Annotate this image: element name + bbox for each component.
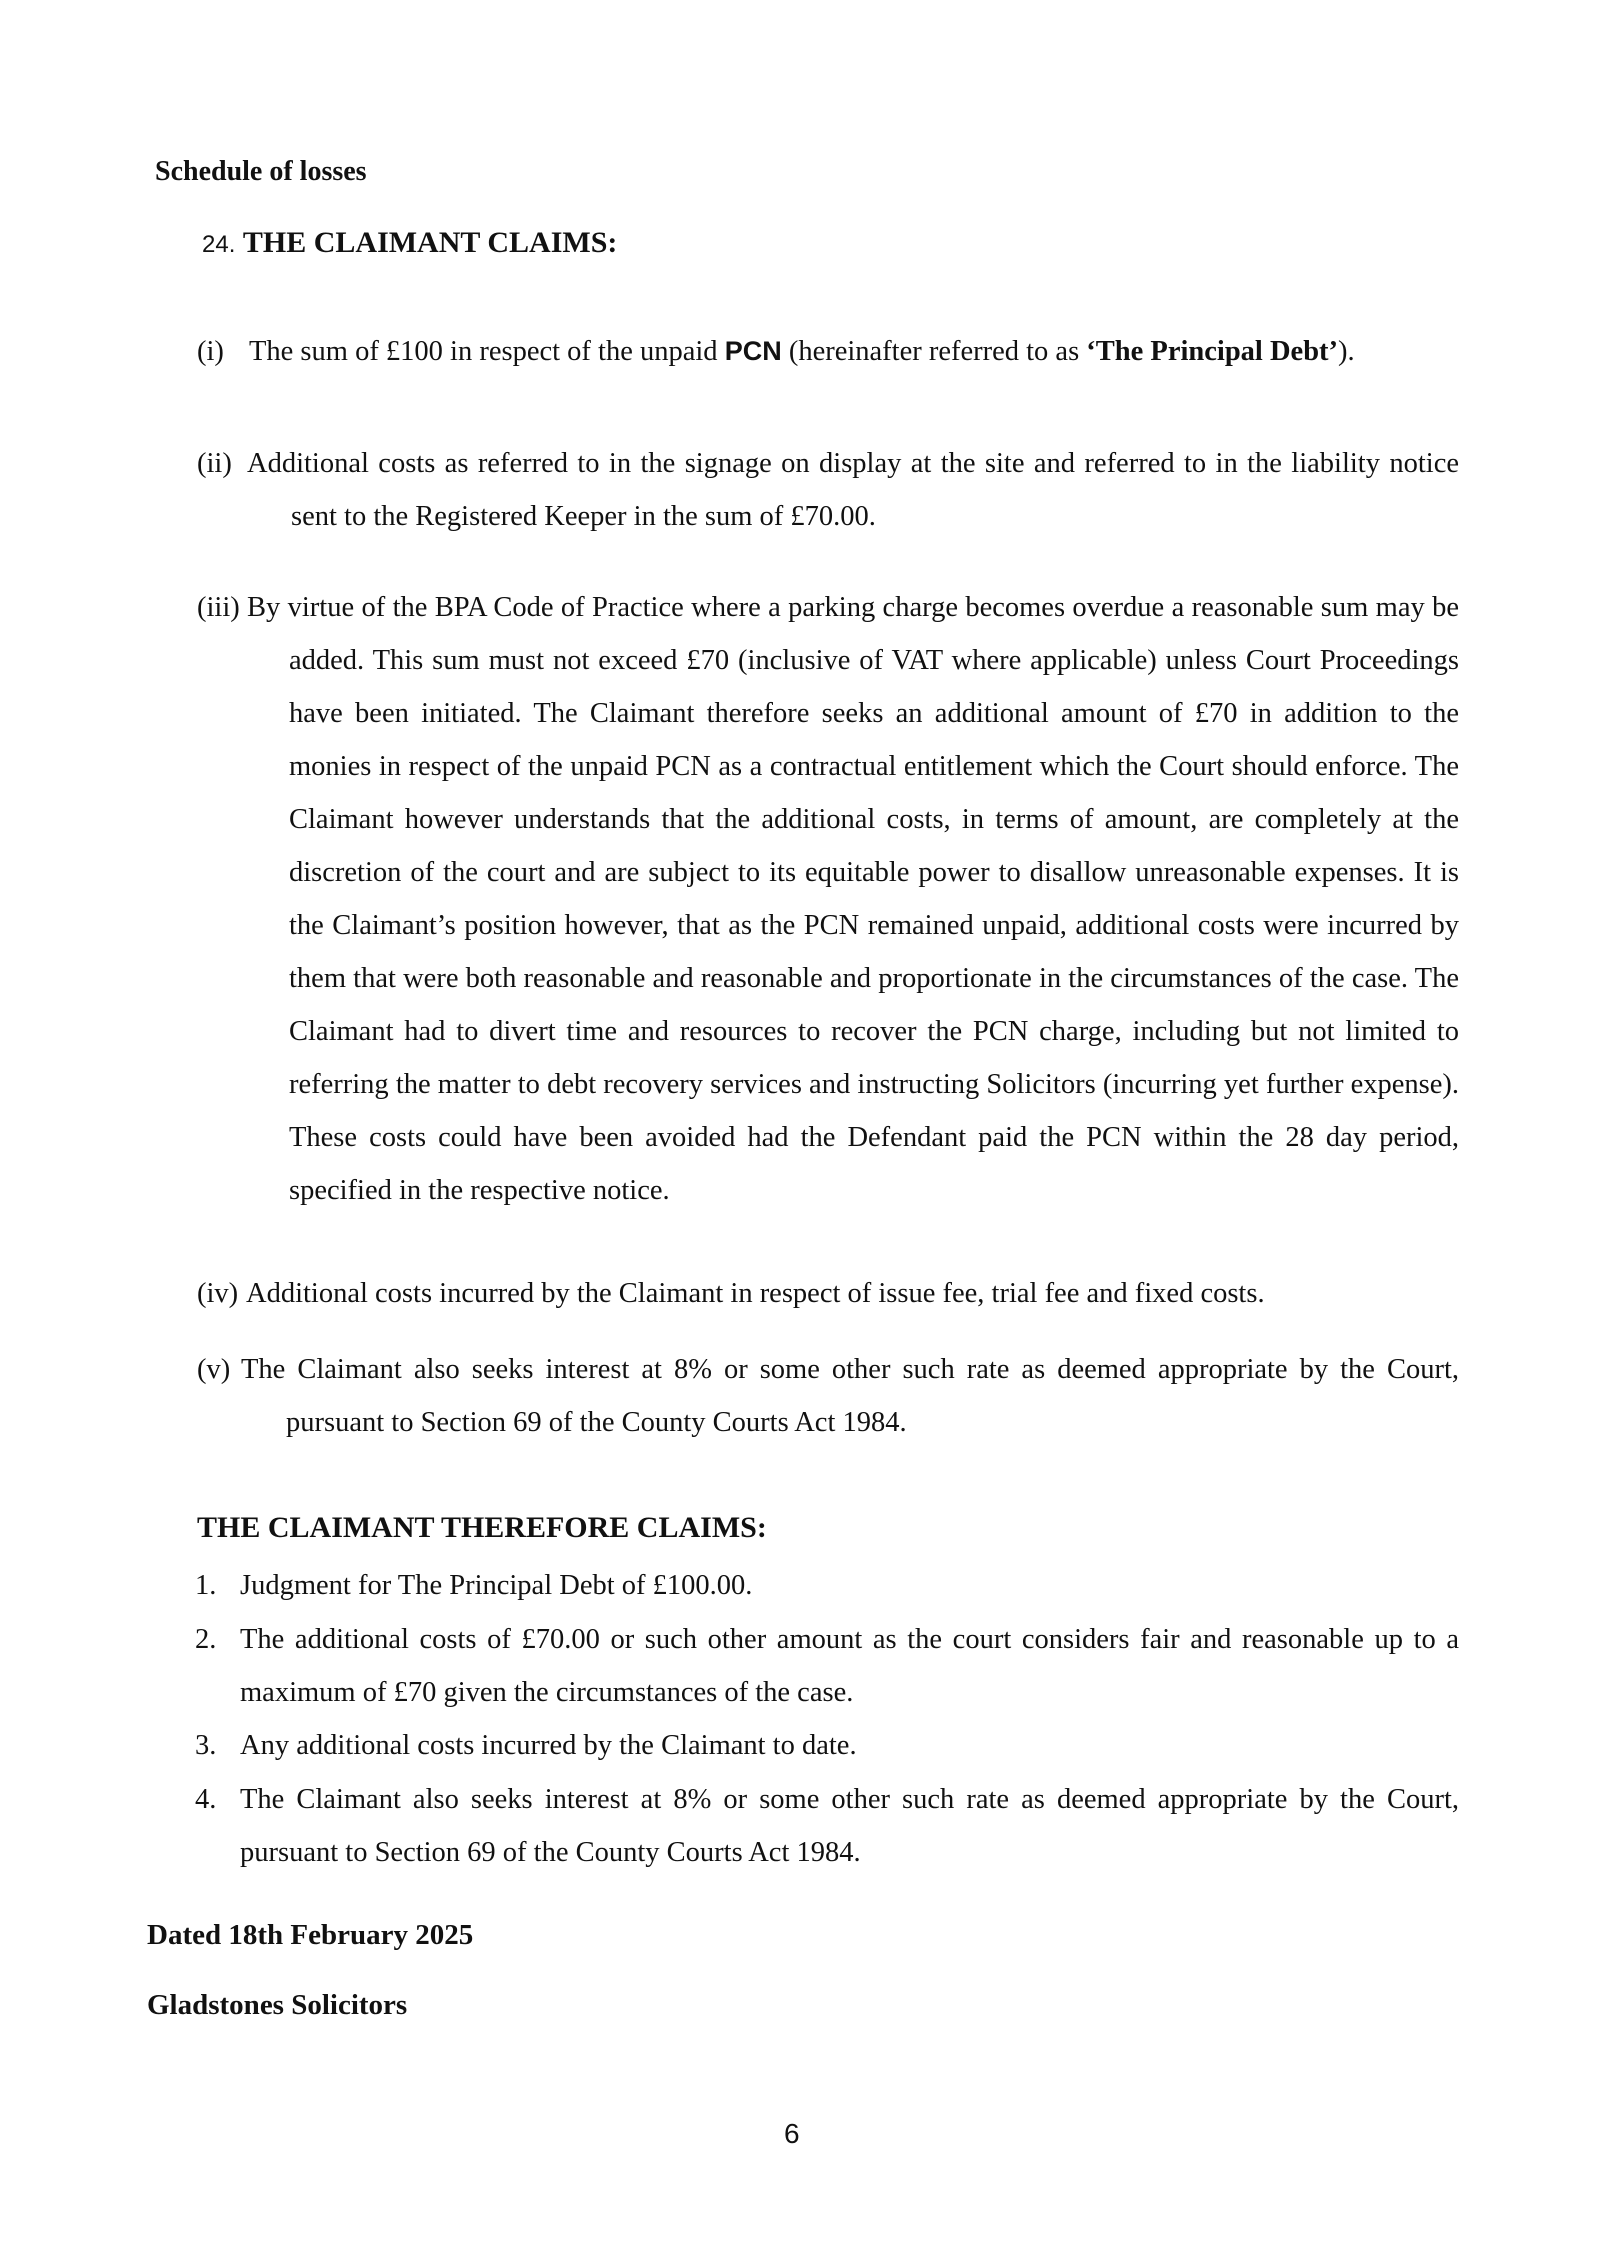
claim-text: Any additional costs incurred by the Claimant to date. (240, 1730, 857, 1761)
numbered-claim-2 (195, 1613, 1459, 1719)
item-label: (iii) (197, 592, 240, 623)
numbered-claim-3 (195, 1719, 1459, 1772)
claim-number: 4. (195, 1784, 217, 1815)
claim-number: 3. (195, 1730, 217, 1761)
dated-line: Dated 18th February 2025 (147, 1919, 474, 1951)
item-text: By virtue of the BPA Code of Practice where a parking charge becomes overdue a reasonable sum may be added. This sum must not exceed £70 (inclusive of VAT where applicable) unless Court Proceedings have been initiated. The Claimant therefore seeks an additional amount of £70 in addition to the monies in respect of the unpaid PCN as a contractual entitlement which the Court should enforce. The Claimant however understands that the additional costs, in terms of amount, are completely at the discretion of the court and are subject to its equitable power to disallow unreasonable expenses. It is the Claimant’s position however, that as the PCN remained unpaid, additional costs were incurred by them that were both reasonable and reasonable and proportionate in the circumstances of the case. The Claimant had to divert time and resources to recover the PCN charge, including but not limited to referring the matter to debt recovery services and instructing Solicitors (incurring yet further expense). These costs could have been avoided had the Defendant paid the PCN within the 28 day period, specified in the respective notice. (247, 592, 1459, 1206)
item-text: The sum of £100 in respect of the unpaid PCN (hereinafter referred to as ‘The Principal Debt’). (249, 336, 1355, 367)
claim-text: Judgment for The Principal Debt of £100.00. (240, 1570, 753, 1601)
claim-number: 1. (195, 1570, 217, 1601)
claim-item-iv (197, 1267, 1459, 1320)
item-label: (ii) (197, 448, 232, 479)
claim-item-iii (197, 581, 1459, 1217)
claim-text: The additional costs of £70.00 or such other amount as the court considers fair and reasonable up to a maximum of £70 given the circumstances of the case. (240, 1624, 1459, 1708)
item-label: (v) (197, 1354, 231, 1385)
principal-debt-term: ‘The Principal Debt’ (1086, 336, 1339, 367)
claim-item-v (197, 1343, 1459, 1449)
item-text: Additional costs incurred by the Claimant in respect of issue fee, trial fee and fixed costs. (246, 1278, 1265, 1309)
item-text: Additional costs as referred to in the signage on display at the site and referred to in the liability notice sent to the Registered Keeper in the sum of £70.00. (247, 448, 1459, 532)
item-label: (iv) (197, 1278, 239, 1309)
claims-section-header (202, 226, 617, 260)
item-text: The Claimant also seeks interest at 8% or some other such rate as deemed appropriate by the Court, pursuant to Section 69 of the County Courts Act 1984. (241, 1354, 1459, 1438)
page-number: 6 (784, 2118, 800, 2149)
claim-number: 2. (195, 1624, 217, 1655)
claim-text: The Claimant also seeks interest at 8% or some other such rate as deemed appropriate by the Court, pursuant to Section 69 of the County Courts Act 1984. (240, 1784, 1459, 1868)
claims-title: THE CLAIMANT CLAIMS: (242, 226, 618, 259)
schedule-heading: Schedule of losses (155, 156, 367, 187)
signature-line: Gladstones Solicitors (147, 1989, 408, 2021)
pcn-term: PCN (724, 336, 782, 366)
claim-item-i (197, 325, 1467, 378)
item-label: (i) (197, 336, 224, 367)
numbered-claim-4 (195, 1773, 1459, 1879)
numbered-claim-1 (195, 1559, 1459, 1612)
therefore-claims-heading: THE CLAIMANT THEREFORE CLAIMS: (197, 1511, 767, 1544)
section-number: 24. (202, 231, 236, 258)
claim-item-ii (197, 437, 1459, 543)
